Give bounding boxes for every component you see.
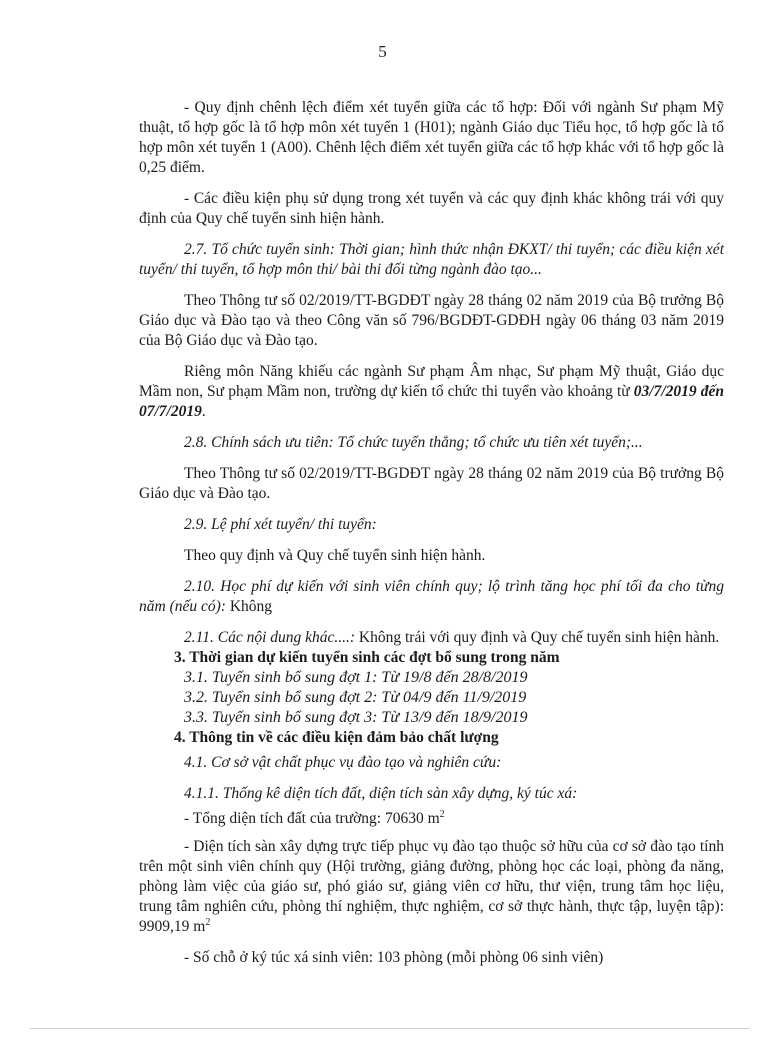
section-4-1-title: 4.1. Cơ sở vật chất phục vụ đào tạo và nghiên cứu: bbox=[184, 754, 502, 771]
section-2-11 bbox=[139, 628, 724, 648]
round-2: 3.2. Tuyển sinh bổ sung đợt 2: Từ 04/9 đến 11/9/2019 bbox=[184, 689, 527, 706]
aptitude-exam-date: 03/7/2019 đến 07/7/2019 bbox=[139, 383, 724, 420]
section-2-7-title: 2.7. Tổ chức tuyển sinh: Thời gian; hình thức nhận ĐKXT/ thi tuyển; các điều kiện xét tuyển/ thi tuyển, tổ hợp môn thi/ bài thi đối từng ngành đào tạo... bbox=[139, 241, 724, 278]
section-2-9-body: Theo quy định và Quy chế tuyển sinh hiện hành. bbox=[184, 547, 486, 564]
section-2-10-title: 2.10. Học phí dự kiến với sinh viên chính quy; lộ trình tăng học phí tối đa cho từng năm (nếu có): bbox=[139, 578, 724, 615]
round-3: 3.3. Tuyển sinh bổ sung đợt 3: Từ 13/9 đến 18/9/2019 bbox=[184, 709, 528, 726]
section-2-9-title: 2.9. Lệ phí xét tuyển/ thi tuyển: bbox=[184, 516, 377, 533]
section-2-11-value: Không trái với quy định và Quy chế tuyển sinh hiện hành. bbox=[355, 629, 720, 646]
floor-area-unit-sup: 2 bbox=[205, 916, 211, 928]
section-4-1-1-title: 4.1.1. Thống kê diện tích đất, diện tích sàn xây dựng, ký túc xá: bbox=[184, 785, 578, 802]
section-2-8-circular: Theo Thông tư số 02/2019/TT-BGDĐT ngày 28 tháng 02 năm 2019 của Bộ trưởng Bộ Giáo dục và Đào tạo. bbox=[139, 465, 724, 502]
scan-edge-divider bbox=[30, 1028, 750, 1029]
heading-4: 4. Thông tin về các điều kiện đảm bảo chất lượng bbox=[174, 729, 499, 746]
section-2-7-circular: Theo Thông tư số 02/2019/TT-BGDĐT ngày 28 tháng 02 năm 2019 của Bộ trưởng Bộ Giáo dục và Đào tạo và theo Công văn số 796/BGDĐT-GDĐH ngày 06 tháng 03 năm 2019 của Bộ Giáo dục và Đào tạo. bbox=[139, 292, 724, 349]
dorm-capacity: - Số chỗ ở ký túc xá sinh viên: 103 phòng (mỗi phòng 06 sinh viên) bbox=[184, 949, 604, 966]
floor-area bbox=[139, 837, 724, 937]
land-area-text: - Tổng diện tích đất của trường: 70630 m bbox=[184, 810, 440, 827]
section-2-7-aptitude-exam bbox=[139, 362, 724, 422]
section-2-10 bbox=[139, 577, 724, 617]
document-body bbox=[139, 98, 724, 968]
paragraph-additional-conditions: - Các điều kiện phụ sử dụng trong xét tuyển và các quy định khác không trái với quy định của Quy chế tuyển sinh hiện hành. bbox=[139, 190, 724, 227]
section-2-10-value: Không bbox=[225, 598, 273, 615]
section-2-11-title: 2.11. Các nội dung khác....: bbox=[184, 629, 356, 646]
round-1: 3.1. Tuyển sinh bổ sung đợt 1: Từ 19/8 đến 28/8/2019 bbox=[184, 669, 528, 686]
paragraph-score-difference: - Quy định chênh lệch điểm xét tuyển giữa các tổ hợp: Đối với ngành Sư phạm Mỹ thuật, tổ hợp gốc là tổ hợp môn xét tuyển 1 (H01); ngành Giáo dục Tiểu học, tổ hợp gốc là tổ hợp môn xét tuyển 1 (A00). Chênh lệch điểm xét tuyển giữa các tổ hợp khác với tổ hợp gốc là 0,25 điểm. bbox=[139, 99, 724, 176]
land-area-unit-sup: 2 bbox=[439, 808, 445, 820]
floor-area-text: - Diện tích sàn xây dựng trực tiếp phục vụ đào tạo thuộc sở hữu của cơ sở đào tạo tính trên một sinh viên chính quy (Hội trường, giảng đường, phòng học các loại, phòng đa năng, phòng làm việc của giáo sư, phó giáo sư, giảng viên cơ hữu, thư viện, trung tâm học liệu, trung tâm nghiên cứu, phòng thí nghiệm, thực nghiệm, cơ sở thực hành, thực tập, luyện tập): 9909,19 m bbox=[139, 838, 724, 935]
land-area bbox=[139, 809, 724, 829]
aptitude-exam-end: . bbox=[201, 403, 206, 420]
section-2-8-title: 2.8. Chính sách ưu tiên: Tổ chức tuyển thẳng; tổ chức ưu tiên xét tuyển;... bbox=[184, 434, 643, 451]
aptitude-exam-text: Riêng môn Năng khiếu các ngành Sư phạm Âm nhạc, Sư phạm Mỹ thuật, Giáo dục Mầm non, Sư phạm Mầm non, trường dự kiến tổ chức thi tuyển vào khoảng từ bbox=[139, 363, 724, 400]
heading-3: 3. Thời gian dự kiến tuyển sinh các đợt bổ sung trong năm bbox=[174, 649, 560, 666]
page-number: 5 bbox=[378, 42, 387, 61]
